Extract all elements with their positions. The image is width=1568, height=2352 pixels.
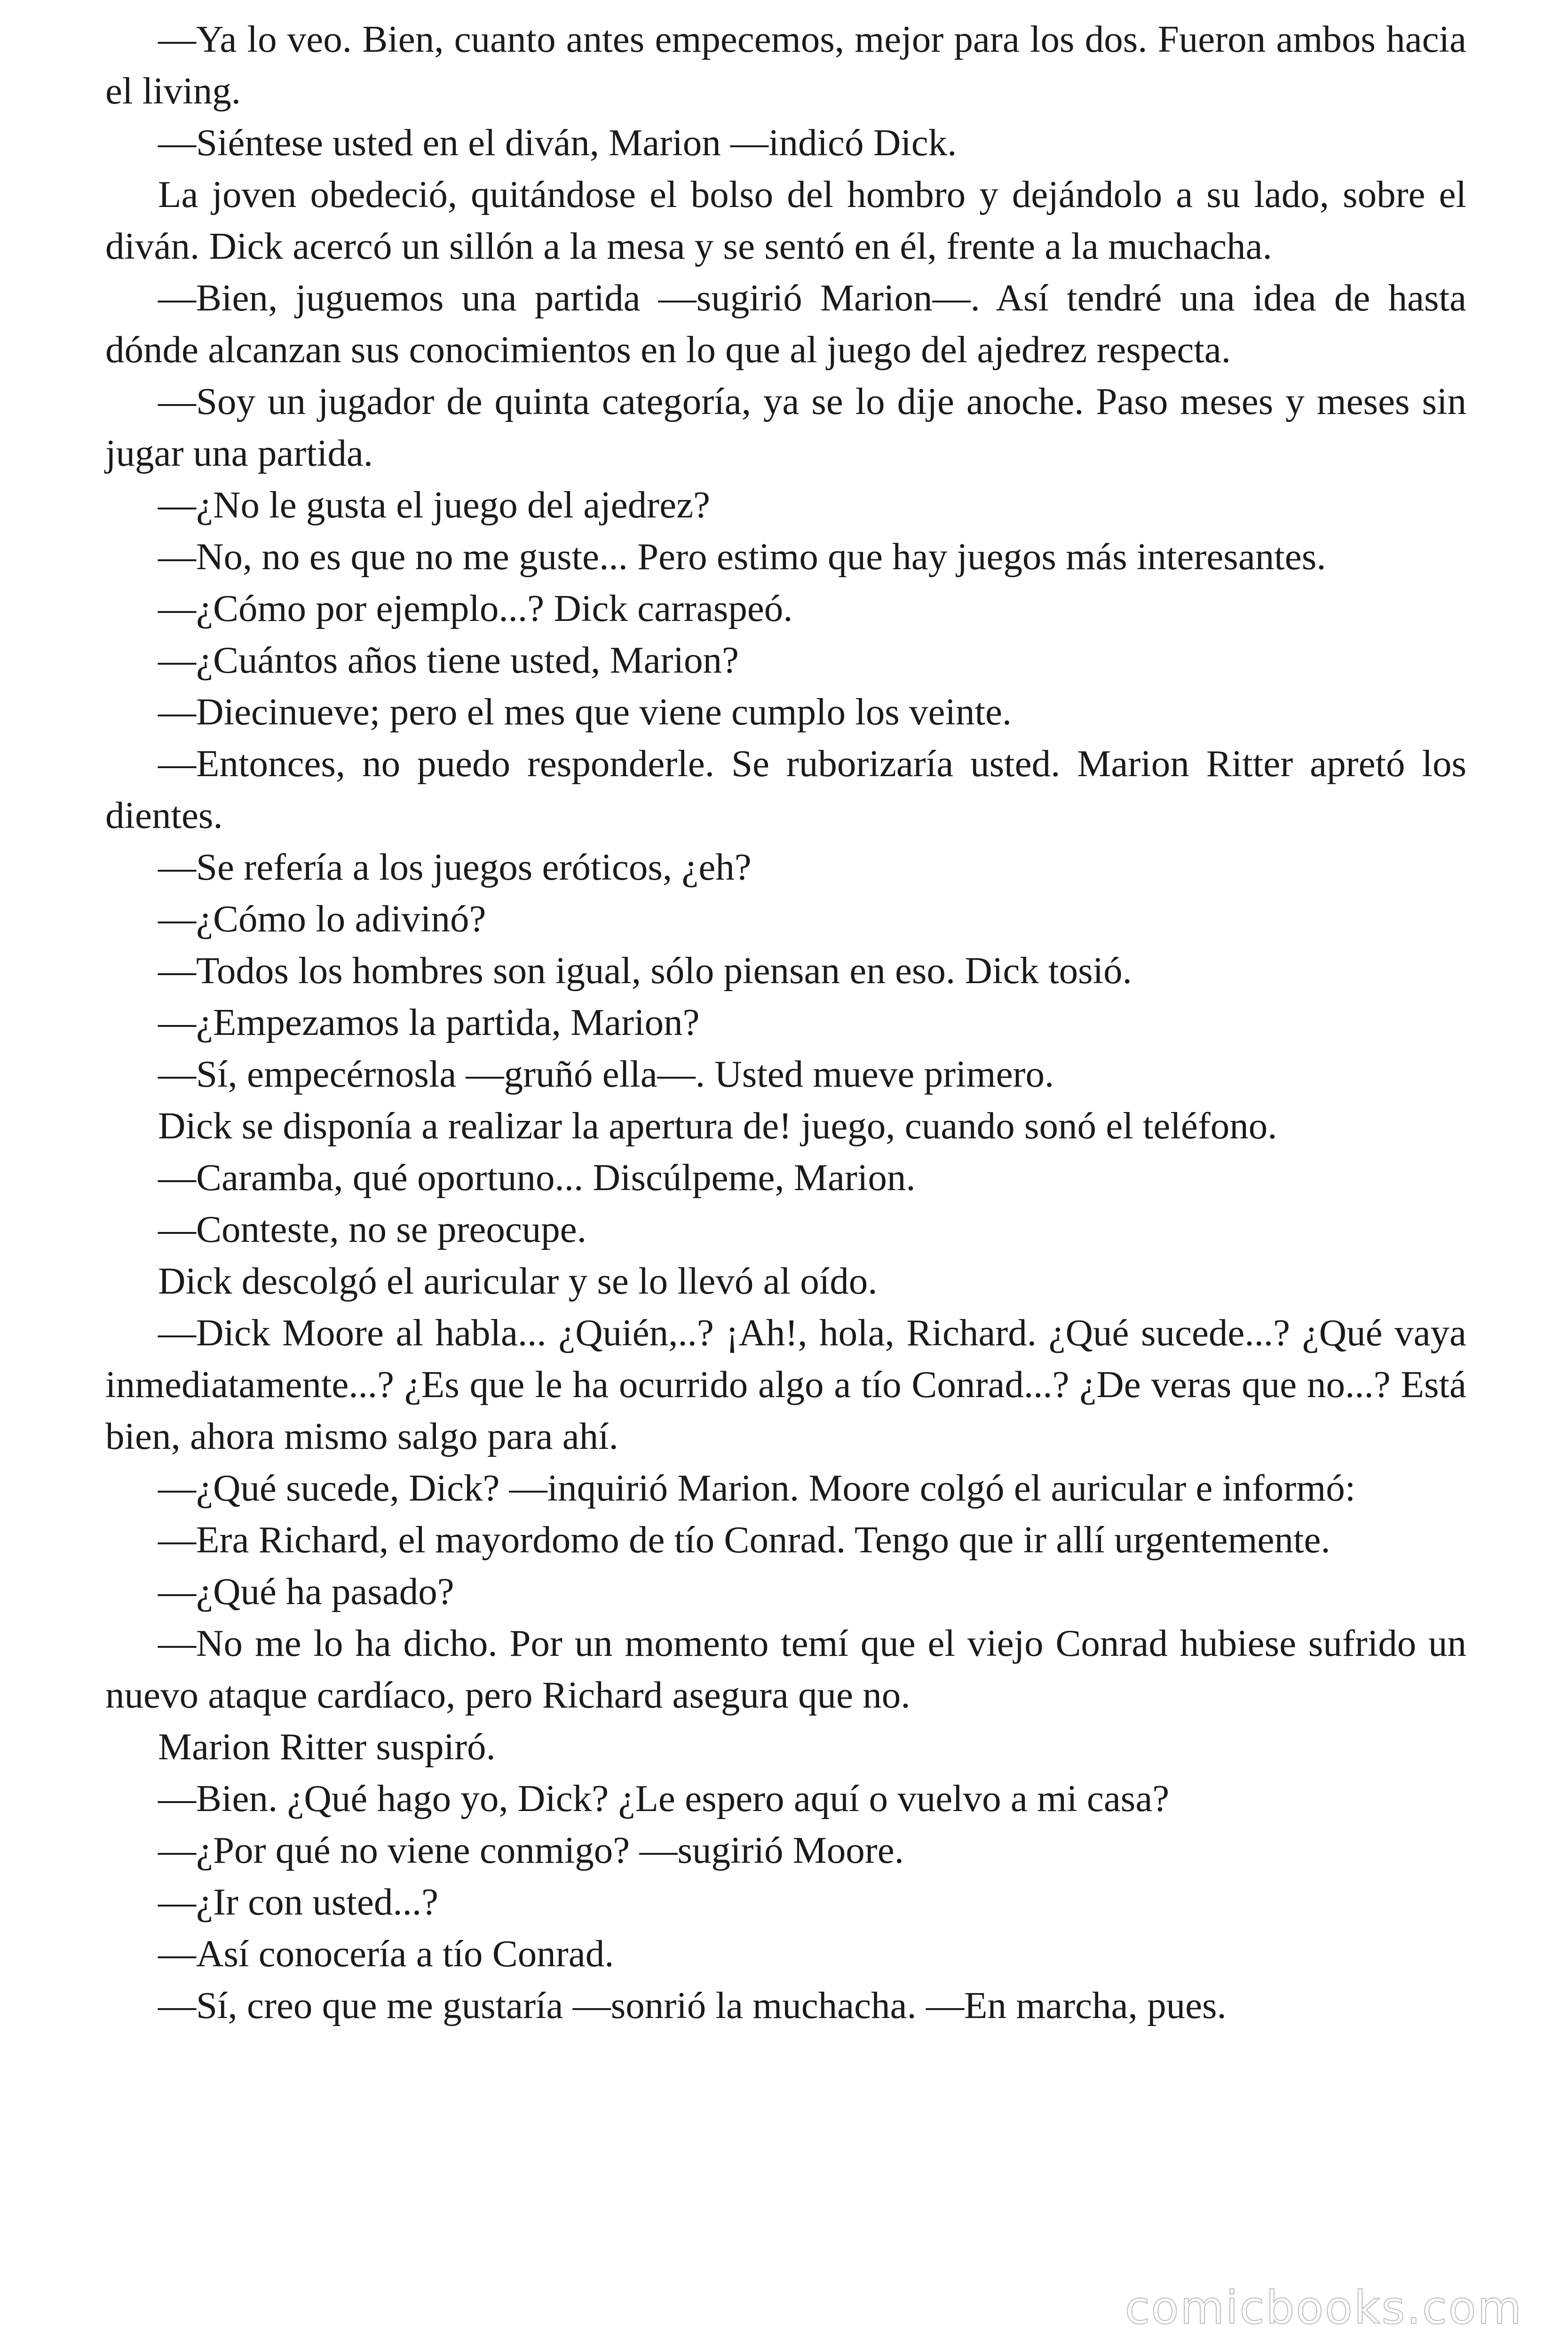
paragraph: —¿Empezamos la partida, Marion?	[158, 1001, 700, 1043]
paragraph: —No, no es que no me guste... Pero estimo que hay juegos más interesantes.	[158, 535, 1326, 578]
paragraph: —Bien. ¿Qué hago yo, Dick? ¿Le espero aquí o vuelvo a mi casa?	[158, 1777, 1170, 1820]
paragraph: —Ya lo veo. Bien, cuanto antes empecemos, mejor para los dos. Fueron ambos hacia el living.	[105, 18, 1466, 112]
paragraph: —¿No le gusta el juego del ajedrez?	[158, 484, 710, 526]
paragraph: —Siéntese usted en el diván, Marion —indicó Dick.	[158, 121, 957, 164]
paragraph: —No me lo ha dicho. Por un momento temí que el viejo Conrad hubiese sufrido un nuevo ataque cardíaco, pero Richard asegura que no.	[105, 1622, 1466, 1716]
paragraph: —Caramba, qué oportuno... Discúlpeme, Marion.	[158, 1156, 916, 1199]
paragraph: —¿Qué sucede, Dick? —inquirió Marion. Moore colgó el auricular e informó:	[158, 1467, 1356, 1509]
paragraph: Dick se disponía a realizar la apertura de! juego, cuando sonó el teléfono.	[158, 1104, 1277, 1147]
paragraph: —Todos los hombres son igual, sólo piensan en eso. Dick tosió.	[158, 949, 1132, 992]
paragraph: Marion Ritter suspiró.	[158, 1725, 496, 1768]
paragraph: —Soy un jugador de quinta categoría, ya se lo dije anoche. Paso meses y meses sin jugar una partida.	[105, 380, 1466, 474]
paragraph: —¿Cuántos años tiene usted, Marion?	[158, 639, 739, 681]
paragraph: —Diecinueve; pero el mes que viene cumplo los veinte.	[158, 691, 1012, 733]
body-text	[105, 13, 1466, 2031]
paragraph: —Entonces, no puedo responderle. Se ruborizaría usted. Marion Ritter apretó los dientes.	[105, 742, 1466, 836]
watermark: comicbooks.com	[1125, 2281, 1523, 2334]
paragraph: —Sí, empecérnosla —gruñó ella—. Usted mueve primero.	[158, 1053, 1054, 1095]
paragraph: —¿Cómo lo adivinó?	[158, 898, 486, 940]
paragraph: —Bien, juguemos una partida —sugirió Marion—. Así tendré una idea de hasta dónde alcanzan sus conocimientos en lo que al juego del ajedrez respecta.	[105, 277, 1466, 371]
paragraph: —¿Ir con usted...?	[158, 1881, 439, 1923]
paragraph: —¿Por qué no viene conmigo? —sugirió Moore.	[158, 1829, 904, 1871]
paragraph: —Era Richard, el mayordomo de tío Conrad. Tengo que ir allí urgentemente.	[158, 1518, 1330, 1561]
paragraph: —Dick Moore al habla... ¿Quién,..? ¡Ah!, hola, Richard. ¿Qué sucede...? ¿Qué vaya inmediatamente...? ¿Es que le ha ocurrido algo a tío Conrad...? ¿De veras que no...? Está bien, ahora mismo salgo para ahí.	[105, 1311, 1466, 1457]
paragraph: —¿Qué ha pasado?	[158, 1570, 454, 1613]
paragraph: —Conteste, no se preocupe.	[158, 1208, 587, 1250]
paragraph: Dick descolgó el auricular y se lo llevó al oído.	[158, 1260, 878, 1302]
paragraph: La joven obedeció, quitándose el bolso del hombro y dejándolo a su lado, sobre el diván. Dick acercó un sillón a la mesa y se sentó en él, frente a la muchacha.	[105, 173, 1466, 267]
paragraph: —¿Cómo por ejemplo...? Dick carraspeó.	[158, 587, 793, 629]
paragraph: —Se refería a los juegos eróticos, ¿eh?	[158, 846, 752, 888]
paragraph: —Sí, creo que me gustaría —sonrió la muchacha. —En marcha, pues.	[158, 1984, 1227, 2026]
paragraph: —Así conocería a tío Conrad.	[158, 1932, 614, 1975]
